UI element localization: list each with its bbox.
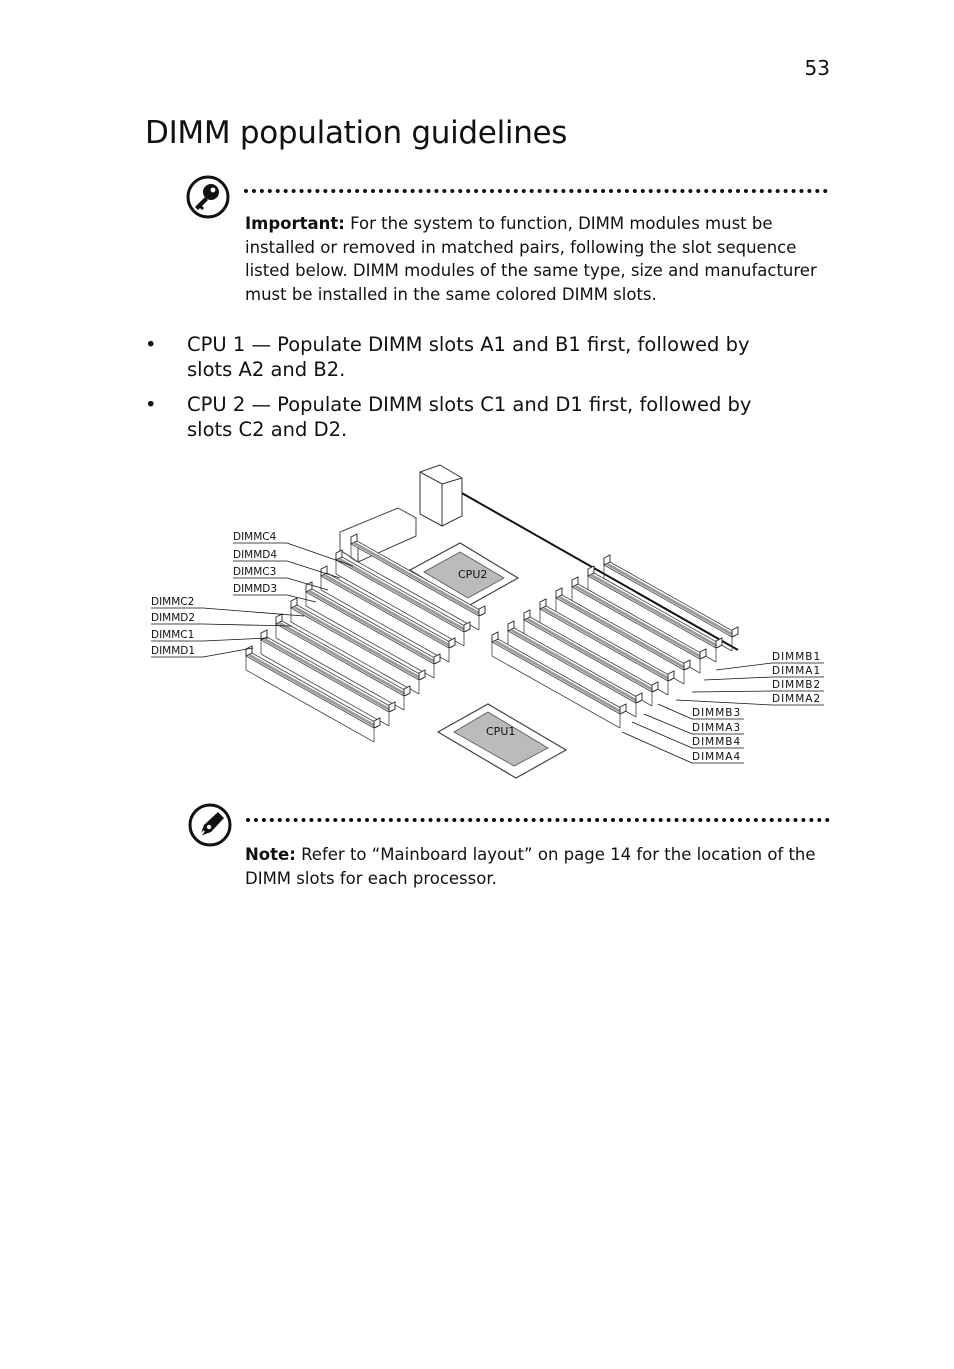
slot-label: DIMMB4 <box>692 736 742 748</box>
pen-icon <box>188 803 232 847</box>
bullet-symbol: • <box>145 393 157 416</box>
slot-label: DIMMA3 <box>692 722 742 734</box>
slot-label: DIMMA1 <box>772 665 822 677</box>
important-text: For the system to function, DIMM modules must be installed or removed in matched pairs, following the slot sequence listed below. DIMM modules of the same type, size and manufacturer must be installed in the same colored DIMM slots. <box>245 214 817 304</box>
note-callout <box>245 843 820 890</box>
slot-label: DIMMB3 <box>692 707 742 719</box>
important-divider <box>244 189 828 193</box>
list-item-text: CPU 1 — Populate DIMM slots A1 and B1 first, followed by slots A2 and B2. <box>187 333 750 381</box>
leader-line <box>151 624 292 626</box>
dimm-slot-diagram <box>148 460 828 790</box>
slot-label: DIMMB2 <box>772 679 822 691</box>
slot-label: DIMMD1 <box>151 645 196 657</box>
leader-line <box>692 691 824 692</box>
important-callout <box>245 212 820 306</box>
slot-label: DIMMB1 <box>772 651 822 663</box>
note-label: Note: <box>245 845 296 864</box>
slot-label: DIMMC2 <box>151 596 195 608</box>
cpu2-label: CPU2 <box>458 568 488 581</box>
note-divider <box>246 818 830 822</box>
slot-label: DIMMC4 <box>233 531 277 543</box>
page-title: DIMM population guidelines <box>145 115 568 151</box>
key-icon <box>186 175 230 219</box>
page-number: 53 <box>804 56 830 80</box>
slot-label: DIMMD3 <box>233 583 278 595</box>
list-item <box>145 392 785 442</box>
population-list <box>145 332 785 452</box>
slot-label: DIMMC3 <box>233 566 277 578</box>
leader-line <box>233 595 316 602</box>
slot-label: DIMMA2 <box>772 693 822 705</box>
important-label: Important: <box>245 214 345 233</box>
cpu1-socket <box>438 704 566 778</box>
list-item <box>145 332 785 382</box>
cpu1-label: CPU1 <box>486 725 516 738</box>
slot-label: DIMMD2 <box>151 612 196 624</box>
slot-label: DIMMC1 <box>151 629 195 641</box>
power-connector <box>420 465 462 526</box>
bullet-symbol: • <box>145 333 157 356</box>
note-text: Refer to “Mainboard layout” on page 14 for the location of the DIMM slots for each processor. <box>245 845 816 888</box>
slot-label: DIMMA4 <box>692 751 742 763</box>
slot-label: DIMMD4 <box>233 549 278 561</box>
list-item-text: CPU 2 — Populate DIMM slots C1 and D1 first, followed by slots C2 and D2. <box>187 393 752 441</box>
